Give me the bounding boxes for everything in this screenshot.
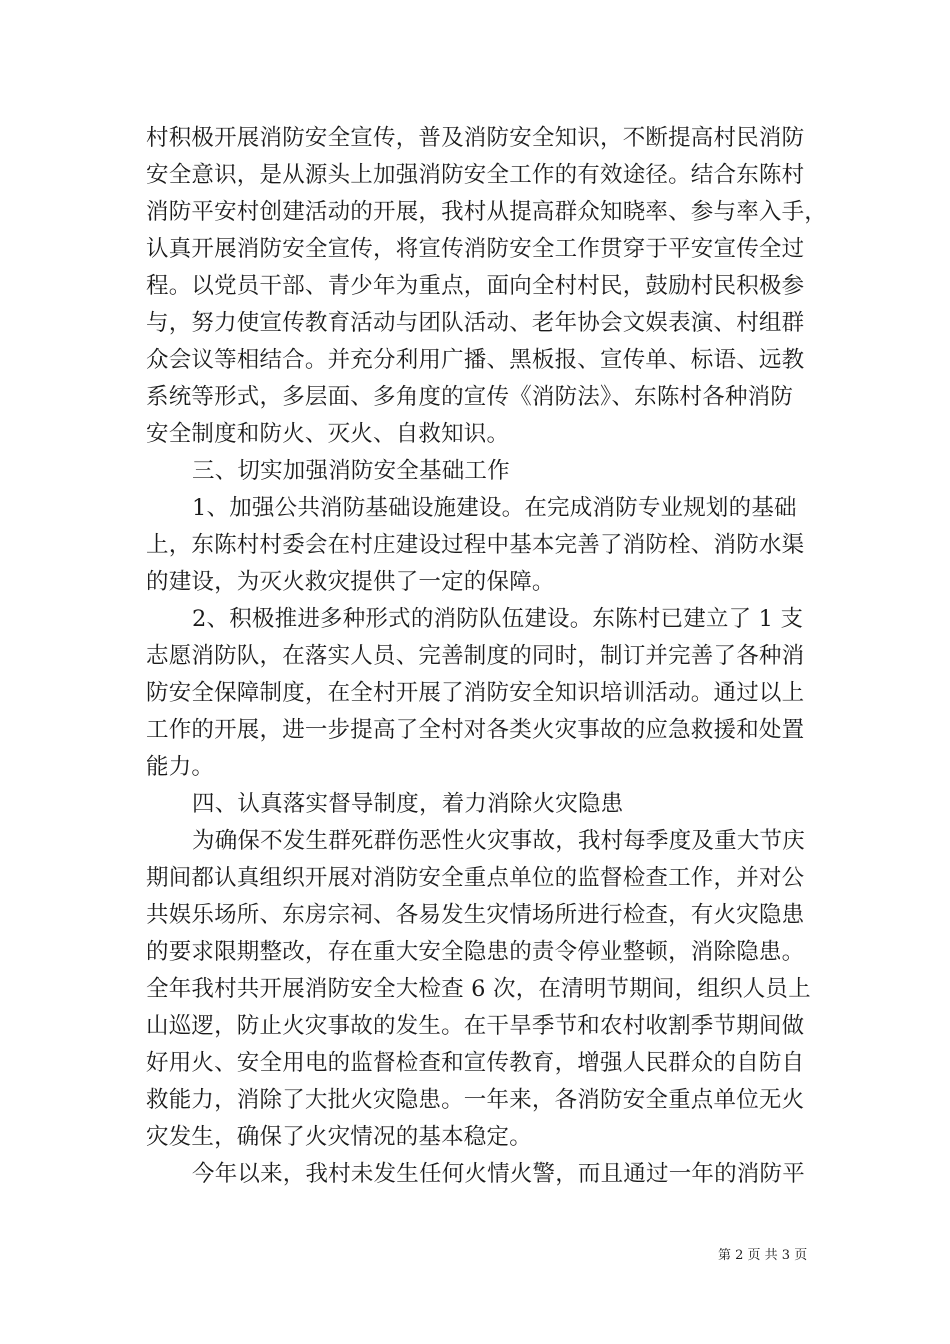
text-line: 为确保不发生群死群伤恶性火灾事故，我村每季度及重大节庆 [192,828,805,854]
text-line: 全年我村共开展消防安全大检查 6 次，在清明节期间，组织人员上 [146,976,811,1002]
text-line: 安全意识，是从源头上加强消防安全工作的有效途径。结合东陈村 [146,162,805,188]
page-number-footer: 第 2 页 共 3 页 [718,1248,808,1263]
text-line: 好用火、安全用电的监督检查和宣传教育，增强人民群众的自防自 [146,1050,805,1076]
text-line: 程。以党员干部、青少年为重点，面向全村村民，鼓励村民积极参 [146,273,805,299]
text-line: 系统等形式，多层面、多角度的宣传《消防法》、东陈村各种消防 [146,384,794,410]
text-line: 与，努力使宣传教育活动与团队活动、老年协会文娱表演、村组群 [146,310,805,336]
text-line: 志愿消防队，在落实人员、完善制度的同时，制订并完善了各种消 [146,643,805,669]
text-line: 灾发生，确保了火灾情况的基本稳定。 [146,1124,532,1150]
text-line: 工作的开展，进一步提高了全村对各类火灾事故的应急救援和处置 [146,717,805,743]
text-line: 村积极开展消防安全宣传，普及消防安全知识，不断提高村民消防 [146,125,805,151]
text-line: 山巡逻，防止火灾事故的发生。在干旱季节和农村收割季节期间做 [146,1013,805,1039]
section-heading: 四、认真落实督导制度，着力消除火灾隐患 [192,791,624,817]
text-line: 消防平安村创建活动的开展，我村从提高群众知晓率、参与率入手， [146,199,828,225]
text-line: 认真开展消防安全宣传，将宣传消防安全工作贯穿于平安宣传全过 [146,236,805,262]
text-line: 安全制度和防火、灭火、自救知识。 [146,421,510,447]
text-line: 防安全保障制度，在全村开展了消防安全知识培训活动。通过以上 [146,680,805,706]
section-heading: 三、切实加强消防安全基础工作 [192,458,510,484]
text-line: 2、积极推进多种形式的消防队伍建设。东陈村已建立了 1 支 [192,606,804,632]
text-line: 期间都认真组织开展对消防安全重点单位的监督检查工作，并对公 [146,865,805,891]
text-line: 能力。 [146,754,215,780]
text-line: 共娱乐场所、东房宗祠、各易发生灾情场所进行检查，有火灾隐患 [146,902,805,928]
text-line: 众会议等相结合。并充分利用广播、黑板报、宣传单、标语、远教 [146,347,805,373]
text-line: 的要求限期整改，存在重大安全隐患的责令停业整顿，消除隐患。 [146,939,805,965]
text-line: 1、加强公共消防基础设施建设。在完成消防专业规划的基础 [192,495,797,521]
text-line: 上，东陈村村委会在村庄建设过程中基本完善了消防栓、消防水渠 [146,532,805,558]
text-line: 救能力，消除了大批火灾隐患。一年来，各消防安全重点单位无火 [146,1087,805,1113]
text-line: 的建设，为灭火救灾提供了一定的保障。 [146,569,555,595]
text-line: 今年以来，我村未发生任何火情火警，而且通过一年的消防平 [192,1161,805,1187]
